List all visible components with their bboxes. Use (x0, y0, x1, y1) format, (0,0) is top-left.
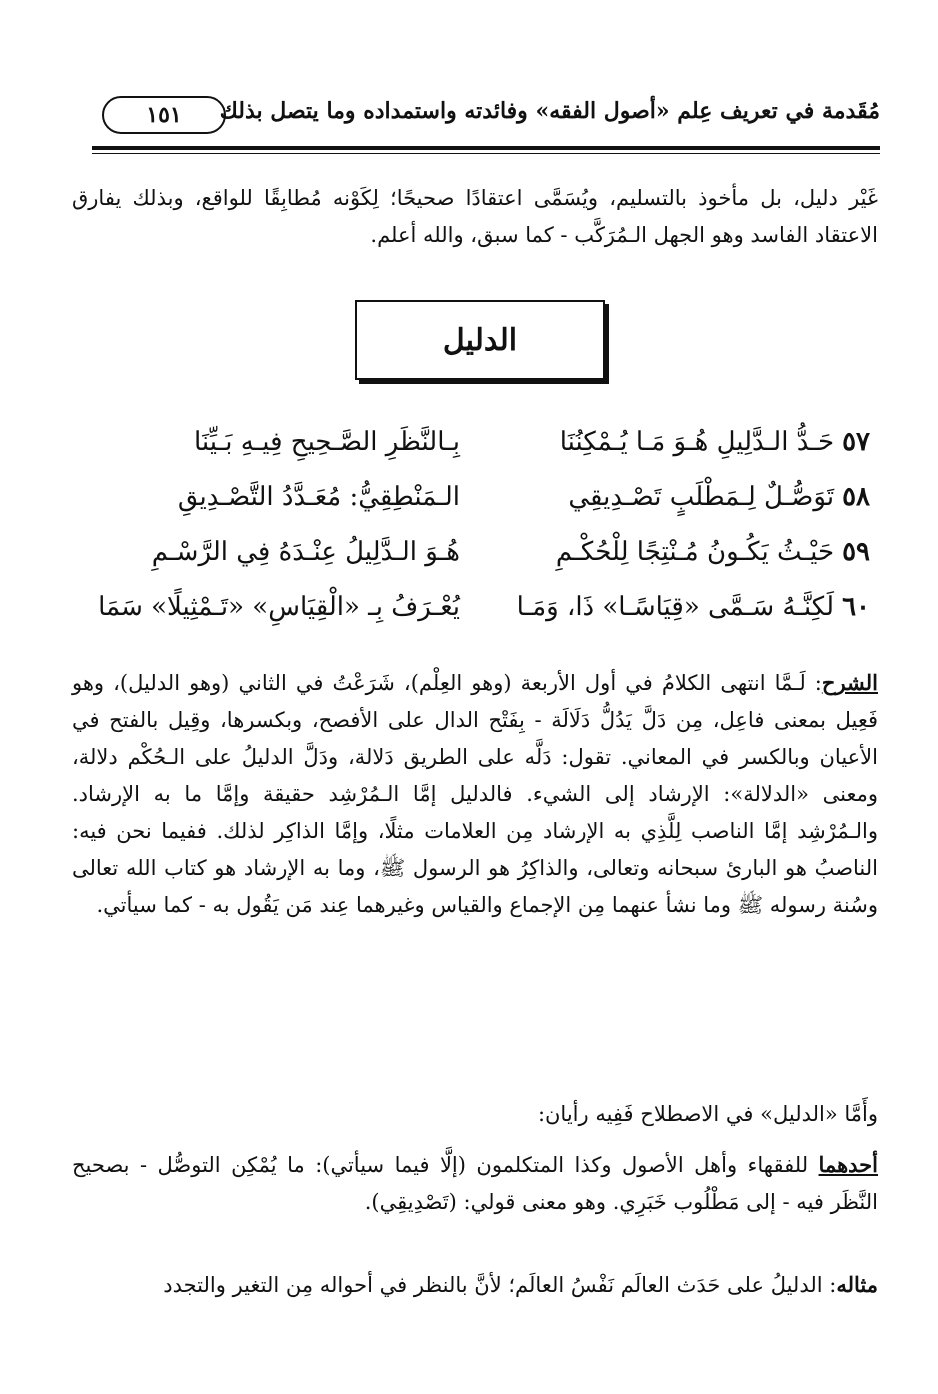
verse-block (80, 415, 870, 635)
verse-second-hemistich: بِـالنَّظَرِ الصَّـحِيحِ فِيـهِ بَـيِّنَا (193, 427, 460, 457)
commentary-paragraph (72, 664, 878, 924)
verse-line (80, 415, 870, 470)
verse-first-hemistich (470, 525, 870, 580)
verse-number: ٥٨ (842, 482, 870, 512)
section-title-box (355, 300, 605, 380)
first-opinion-text: للفقهاء وأهل الأصول وكذا المتكلمون (إلَّا فيما سيأتي): ما يُمْكِن التوصُّل - بصحيح النَّظَر فيه - إلى مَطْلُوب خَبَرِي. وهو معنى قولي: (تَصْدِيقِي). (72, 1153, 878, 1214)
verse-line (80, 525, 870, 580)
verse-line (80, 470, 870, 525)
verse-second-hemistich: هُـوَ الـدَّلِيلُ عِنْـدَهُ فِي الرَّسْـمِ (151, 537, 460, 567)
verse-second-hemistich: يُعْـرَفُ بِـ «الْقِيَاسِ» «تَـمْثِيلًا» سَمَا (98, 592, 460, 622)
verse-number: ٥٧ (842, 427, 870, 457)
example-text: : الدليلُ على حَدَث العالَم نَفْسُ العالَم؛ لأنَّ بالنظر في أحواله مِن التغير والتجدد (163, 1273, 837, 1297)
opinions-intro: وأَمَّا «الدليل» في الاصطلاح فَفِيه رأيان: (537, 1102, 878, 1126)
verse-first-text: تَوَصُّـلٌ لِـمَطْلَبٍ تَصْـدِيقِي (568, 482, 835, 512)
verse-line (80, 580, 870, 635)
verse-first-text: حَيْـثُ يَكُـونُ مُـنْتِجًا لِلْحُكْـمِ (555, 537, 835, 567)
verse-number: ٥٩ (842, 537, 870, 567)
commentary-label: الشرح (821, 670, 878, 695)
header-rule-thin (92, 153, 880, 154)
example-label: مثاله (836, 1272, 878, 1297)
page-number: ١٥١ (102, 96, 226, 134)
verse-first-hemistich (470, 580, 870, 635)
intro-paragraph: غَيْر دليل، بل مأخوذ بالتسليم، ويُسَمَّى اعتقادًا صحيحًا؛ لِكَوْنه مُطابِقًا للواقع، وبذلك يفارق الاعتقاد الفاسد وهو الجهل الـمُرَكَّب - كما سبق، والله أعلم. (72, 186, 878, 247)
verse-first-hemistich (470, 470, 870, 525)
verse-first-hemistich (470, 415, 870, 470)
first-opinion-paragraph (72, 1146, 878, 1221)
first-opinion-label: أحدهما (818, 1152, 878, 1177)
verse-second-hemistich: الـمَنْطِقِيُّ: مُعَـدَّدُ التَّصْـدِيقِ (177, 482, 460, 512)
verse-first-text: لَكِنَّـهُ سَـمَّى «قِيَاسًـا» ذَا، وَمَـا (516, 592, 835, 622)
verse-first-text: حَـدُّ الـدَّلِيلِ هُـوَ مَـا يُـمْكِنُنَا (559, 427, 835, 457)
example-paragraph (72, 1266, 878, 1304)
section-title: الدليل (442, 322, 518, 358)
running-header (92, 92, 880, 142)
header-rule-thick (92, 146, 880, 150)
verse-number: ٦٠ (842, 592, 870, 622)
commentary-text: : لَـمَّا انتهى الكلامُ في أول الأربعة (وهو العِلْم)، شَرَعْتُ في الثاني (وهو الدليل)، وهو فَعِيل بمعنى فاعِل، مِن دَلَّ يَدُلُّ دَلَالَة - بِفَتْح الدال على الأفصح، وبكسرها، وقِيل بالفتح في الأعيان وبالكسر في المعاني. تقول: دَلَّه على الطريق دَلالة، ودَلَّ الدليلُ على الـحُكْم دلالة، ومعنى «الدلالة»: الإرشاد إلى الشيء. فالدليل إمَّا الـمُرْشِد حقيقة وإمَّا ما به الإرشاد. والـمُرْشِد إمَّا الناصب لِلَّذِي به الإرشاد مِن العلامات مثلًا، وإمَّا الذاكِر لذلك. ففيما نحن فيه: الناصبُ هو البارئ سبحانه وتعالى، والذاكِرُ هو الرسول ﷺ، وما به الإرشاد هو كتاب الله تعالى وسُنة رسوله ﷺ وما نشأ عنهما مِن الإجماع والقياس وغيرهما عِند مَن يَقُول به - كما سيأتي. (72, 671, 878, 917)
header-title: مُقَدمة في تعريف عِلم «أصول الفقه» وفائدته واستمداده وما يتصل بذلك (219, 98, 880, 124)
